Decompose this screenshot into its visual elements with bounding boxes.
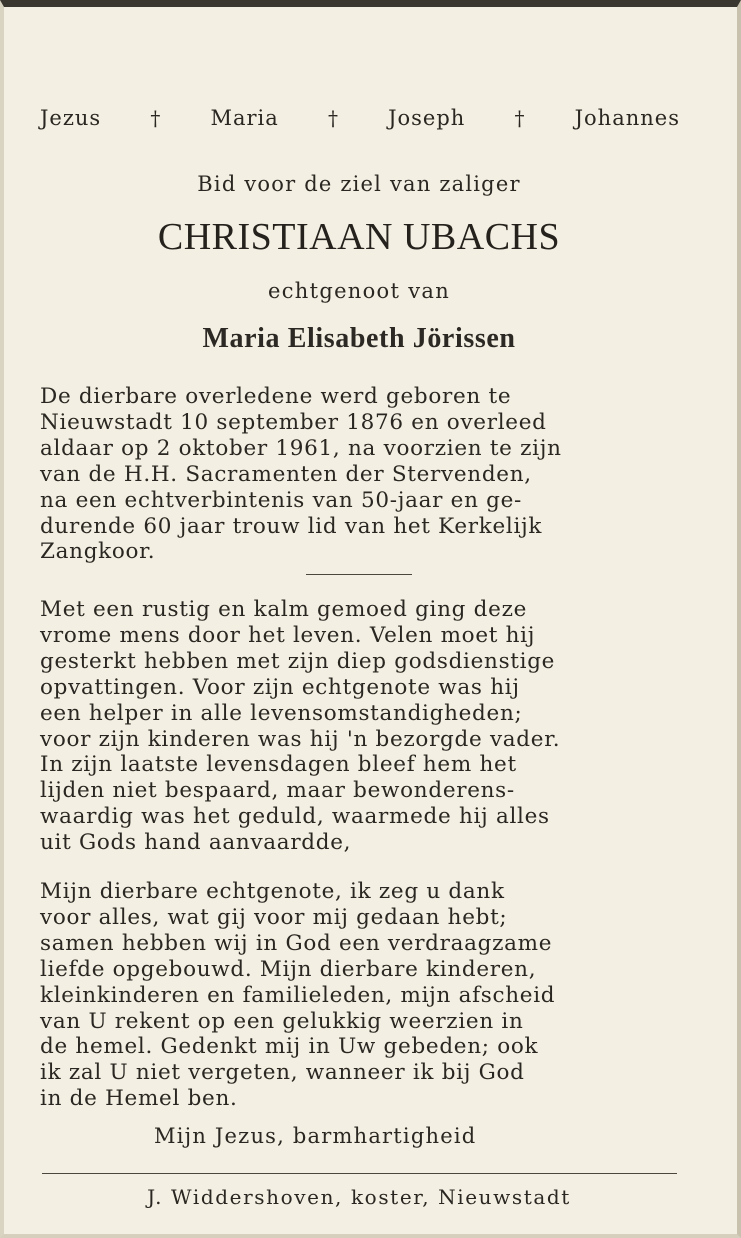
printer-credit: J. Widdershoven, koster, Nieuwstadt xyxy=(147,1185,571,1209)
farewell-paragraph: Mijn dierbare echtgenote, ik zeg u dank voor alles, wat gij voor mij gedaan hebt; samen hebben wij in God een verdraagzame liefde opgebouwd. Mijn dierbare kinderen, kleinkinderen en familieleden, mijn afscheid van U rekent op een gelukkig weerzien in de hemel. Gedenkt mij in Uw gebeden; ook ik zal U niet vergeten, wanneer ik bij God in de Hemel ben. xyxy=(40,879,556,1112)
deceased-name: CHRISTIAAN UBACHS xyxy=(157,216,561,258)
spouse-name: Maria Elisabeth Jörissen xyxy=(202,323,516,354)
invocation-name-maria: Maria xyxy=(210,106,279,130)
closing-prayer: Mijn Jezus, barmhartigheid xyxy=(154,1124,477,1148)
invocation-name-joseph: Joseph xyxy=(388,106,466,130)
section-divider xyxy=(306,574,412,575)
footer-divider xyxy=(42,1173,677,1174)
prayer-line: Bid voor de ziel van zaliger xyxy=(197,172,521,196)
invocation-name-jezus: Jezus xyxy=(40,106,102,130)
cross-icon: † xyxy=(327,106,339,130)
cross-icon: † xyxy=(150,106,162,130)
biography-paragraph: De dierbare overledene werd geboren te Nieuwstadt 10 september 1876 en overleed aldaar op 2 oktober 1961, na voorzien te zijn van de H.H. Sacramenten der Stervenden, na een echtverbintenis van 50-jaar en ge- durende 60 jaar trouw lid van het Kerkelijk Zangkoor. xyxy=(40,384,562,565)
spouse-label: echtgenoot van xyxy=(267,279,451,303)
cross-icon: † xyxy=(514,106,526,130)
invocation-name-johannes: Johannes xyxy=(574,106,680,130)
invocation-line xyxy=(40,106,680,130)
character-paragraph: Met een rustig en kalm gemoed ging deze vrome mens door het leven. Velen moet hij gesterkt hebben met zijn diep godsdienstige opvattingen. Voor zijn echtgenote was hij een helper in alle levensomstandigheden; voor zijn kinderen was hij 'n bezorgde vader. In zijn laatste levensdagen bleef hem het lijden niet bespaard, maar bewonderens- waardig was het geduld, waarmede hij alles uit Gods hand aanvaardde, xyxy=(40,597,561,856)
